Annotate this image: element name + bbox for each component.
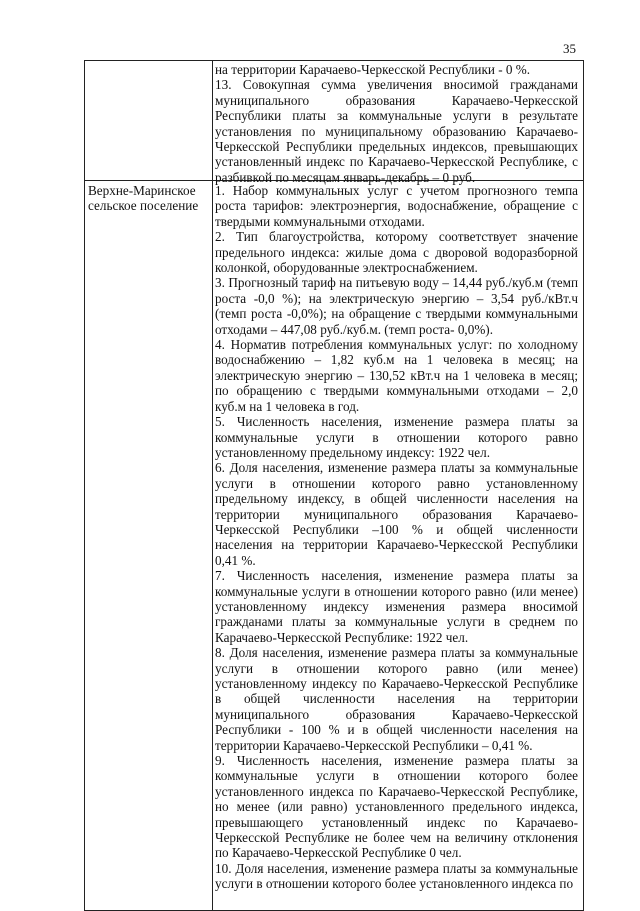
continued-paragraph-prev: на территории Карачаево-Черкесской Республики - 0 %. bbox=[215, 62, 531, 77]
municipality-name: Верхне-Маринское сельское поселение bbox=[88, 183, 199, 214]
item-paragraph: 1. Набор коммунальных услуг с учетом прогнозного темпа роста тарифов: электроэнергия, водоснабжение, обращение с твердыми коммунальными отходами. bbox=[215, 183, 578, 229]
item-paragraph: 2. Тип благоустройства, которому соответствует значение предельного индекса: жилые дома с дворовой водоразборной колонкой, оборудованные электроснабжением. bbox=[215, 229, 578, 276]
item-paragraph: 3. Прогнозный тариф на питьевую воду – 14,44 руб./куб.м (темп роста -0,0 %); на электрическую энергию – 3,54 руб./кВт.ч (темп роста -0,0%); на обращение с твердыми коммунальными отходами – 447,08 руб./куб.м. (темп роста- 0,0%). bbox=[215, 275, 578, 337]
item-paragraph: 4. Норматив потребления коммунальных услуг: по холодному водоснабжению – 1,82 куб.м на 1 человека в месяц; на электрическую энергию – 130,52 кВт.ч на 1 человека в месяц; по обращению с твердыми коммунальными отходами – 2,0 куб.м на 1 человека в год. bbox=[215, 337, 578, 414]
item-paragraph: 7. Численность населения, изменение размера платы за коммунальные услуги в отношении которого равно (или менее) установленному индексу изменения размера вносимой гражданами платы за коммунальные услуги в среднем по Карачаево-Черкесской Республике: 1922 чел. bbox=[215, 568, 578, 645]
item-13-paragraph: 13. Совокупная сумма увеличения вносимой гражданами муниципального образования Карачаево-Черкесской Республики платы за коммунальные услуги в результате установления по муниципальному образованию Карачаево-Черкесской Республики предельных индексов, превышающих установленный индекс по Карачаево-Черкесской Республике, с разбивкой по месяцам январь-декабрь – 0 руб. bbox=[215, 77, 578, 185]
page-number: 35 bbox=[563, 41, 576, 56]
item-paragraph: 5. Численность населения, изменение размера платы за коммунальные услуги в отношении которого равно установленному предельному индексу: 1922 чел. bbox=[215, 414, 578, 460]
item-paragraph: 9. Численность населения, изменение размера платы за коммунальные услуги в отношении которого более установленного индекса по Карачаево-Черкесской Республике, но менее (или равно) установленного предельного индекса, превышающего установленный индекс по Карачаево-Черкесской Республике не более чем на величину отклонения по Карачаево-Черкесской Республике 0 чел. bbox=[215, 753, 578, 861]
item-paragraph: 8. Доля населения, изменение размера платы за коммунальные услуги в отношении которого равно (или менее) установленному индексу по Карачаево-Черкесской Республике в общей численности населения на территории муниципального образования Карачаево-Черкесской Республики - 100 % и в общей численности населения на территории Карачаево-Черкесской Республики – 0,41 %. bbox=[215, 645, 578, 753]
continued-cell bbox=[215, 62, 578, 185]
items-cell bbox=[215, 183, 578, 892]
item-paragraph: 6. Доля населения, изменение размера платы за коммунальные услуги в отношении которого равно установленному предельному индексу, в общей численности населения на территории муниципального образования Карачаево-Черкесской Республики –100 % и общей численности населения на территории Карачаево-Черкесской Республики 0,41 %. bbox=[215, 460, 578, 568]
item-paragraph: 10. Доля населения, изменение размера платы за коммунальные услуги в отношении которого более установленного индекса по bbox=[215, 860, 578, 892]
